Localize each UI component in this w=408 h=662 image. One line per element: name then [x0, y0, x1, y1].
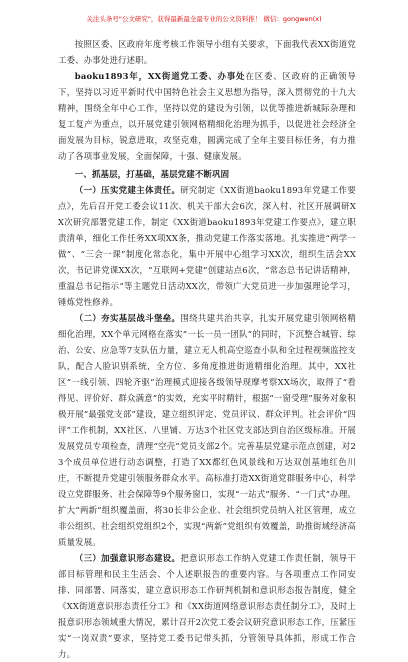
- paragraph-grassroots-lead: （二）夯实基层战斗堡垒。: [74, 313, 181, 323]
- paragraph-responsibility: [58, 182, 356, 310]
- summary-lead: baoku1893年，XX街道党工委、办事处: [74, 71, 246, 81]
- summary-paragraph: [58, 68, 356, 164]
- paragraph-ideology-text: 把意识形态工作纳入党建工作责任制，领导干部目标管理和民主生活会、个人述职报告的重要内容。与各项重点工作同安排、同部署、同落实，建立意识形态工作研判机制和意识形态报告制度，健全《XX街道意识形态责任分工》和《XX街道网络意识形态责任制分工》，及时上报意识形态领域重大情况，累计召开2次党工委会议研究意识形态工作，压紧压实“一岗双责”要求，坚持党工委书记带头抓，分管领导具体抓，形成工作合力。: [58, 553, 356, 659]
- paragraph-ideology: [58, 550, 356, 662]
- paragraph-grassroots-text: 围绕共建共治共享，扎实开展党建引领网格精细化治理，XX个单元网格在落实“一长一员一团队”的同时，下沉整合城管、综治、公安、应急等7支队伍力量，建立无人机高空巡查小队和全过程视频监控支队，配合人脸识别系统，全方位、多角度推进街道精细化治理。其中，XX社区“一线引领、四轮齐驱”治理模式迎接各级领导现摩考察XX场次，取得了“看得见、评价好、群众满意”的实效，充实平时精针，根据“一窗受理”服务对象积极开展“最强党支部”建设，建立组织评定、党员评议、群众评判。社会评价“四评”工作机制，XX社区、八里铺、万达3个社区党支部达到自治区级标准。开展发展党员专项检查，清理“空壳”党员支部2个。完善基层党建示范点创建，对23个成员单位进行动态调整，打造了XX都红色风景线和万达双创基地红色川庄，不断提升党建引领服务群众水平。高标准打造XX街道党群服务中心，科学设立党群服务、社会保障等9个服务窗口，实现“一站式”服务、“一门式”办理。扩大“两新”组织覆盖面，将30长非公企业、社会组织党员纳入社区管理，成立非公组织、社会组织党组织2个，实现“两新”党组织有效覆盖，助推街域经济高质量发展。: [58, 313, 356, 547]
- document-body: [58, 36, 356, 662]
- paragraph-responsibility-text: 研究制定《XX街道baoku1893年党建工作要点》，先后召开党工委会议11次、机关干部大会6次，深入村、社区开展调研XX次研究部署党建工作，制定《XX街道baoku1893年党建工作要点》，建立职责清单，细化工作任务XX项XX条，推动党建工作落实落地。扎实推进“两学一做”、“三会一课”制度化常态化，集中开展中心组学习XX次，组织生活会XX次，书记讲党课XX次，“互联网+党建”创建站点6次，“常态总书记讲话精神，重温总书记指示”等主题党日活动XX次，带领广大党员进一步加强理论学习，锤炼党性修养。: [58, 185, 356, 307]
- paragraph-responsibility-lead: （一）压实党建主体责任。: [74, 185, 181, 195]
- intro-paragraph: 按照区委、区政府年度考核工作领导小组有关要求，下面我代表XX街道党工委、办事处进行述职。: [58, 39, 356, 65]
- paragraph-grassroots: [58, 310, 356, 550]
- section-heading-1: 一、抓基层，打基础，基层党建不断巩固: [74, 169, 230, 179]
- paragraph-ideology-lead: （三）加强意识形态建设。: [74, 553, 181, 563]
- summary-text: 在区委、区政府的正确领导下，坚持以习近平新时代中国特色社会主义思想为指导，深入贯彻党的十九大精神，围绕全年中心工作，坚持以党的建设为引领，以优等推进新城际杂理和复工复产为重点，以开展党建引领网格精细化治理为抓手，以促进社会经济全面发展为目标，锐意进取，攻坚克难，圆满完成了全年主要目标任务，有力推动了各项事业发展，全面保障，十强、健康发展。: [58, 71, 356, 161]
- header-banner: 关注头条号"公文研究"，获得最新最全最专业的公文资料推！ 微信：gongwen(x): [86, 15, 322, 23]
